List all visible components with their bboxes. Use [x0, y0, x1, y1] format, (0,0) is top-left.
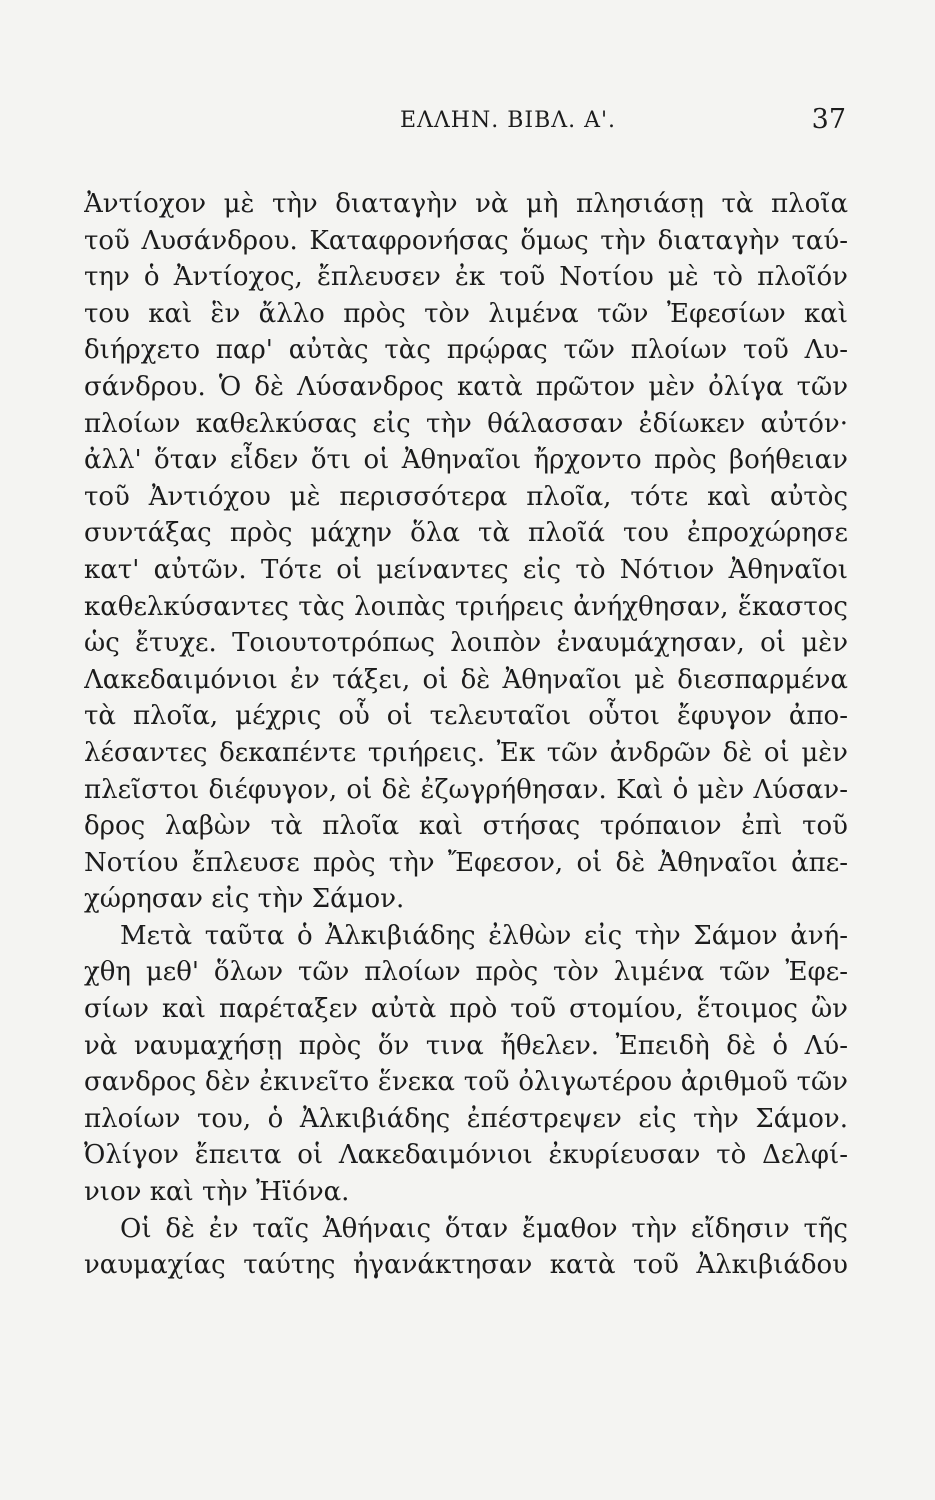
paragraph-start-line: Οἱ δὲ ἐν ταῖς Ἀθήναις ὅταν ἔμαθον τὴν εἴδησιν τῆς [120, 1213, 848, 1244]
text-line: σάνδρου. Ὁ δὲ Λύσανδρος κατὰ πρῶτον μὲν ὀλίγα τῶν [84, 371, 848, 402]
text-line: καθελκύσαντες τὰς λοιπὰς τριήρεις ἀνήχθησαν, ἕκαστος [84, 591, 848, 622]
text-line: πλοίων καθελκύσας εἰς τὴν θάλασσαν ἐδίωκεν αὐτόν· [84, 408, 848, 439]
text-line: χθη μεθ' ὅλων τῶν πλοίων πρὸς τὸν λιμένα τῶν Ἐφε- [84, 957, 848, 988]
text-line: τοῦ Ἀντιόχου μὲ περισσότερα πλοῖα, τότε καὶ αὐτὸς [84, 481, 848, 512]
text-line: διήρχετο παρ' αὐτὰς τὰς πρῴρας τῶν πλοίων τοῦ Λυ- [84, 335, 848, 366]
text-line: του καὶ ἓν ἄλλο πρὸς τὸν λιμένα τῶν Ἐφεσίων καὶ [84, 298, 848, 329]
text-line: ναυμαχίας ταύτης ἠγανάκτησαν κατὰ τοῦ Ἀλκιβιάδου [84, 1250, 848, 1281]
text-line: Λακεδαιμόνιοι ἐν τάξει, οἱ δὲ Ἀθηναῖοι μὲ διεσπαρμένα [84, 664, 848, 695]
text-line: πλοίων του, ὁ Ἀλκιβιάδης ἐπέστρεψεν εἰς τὴν Σάμον. [84, 1103, 848, 1134]
text-line: Ἀντίοχον μὲ τὴν διαταγὴν νὰ μὴ πλησιάσῃ τὰ πλοῖα [84, 189, 848, 219]
text-line: Ὀλίγον ἔπειτα οἱ Λακεδαιμόνιοι ἐκυρίευσαν τὸ Δελφί- [84, 1140, 848, 1171]
text-line: ἀλλ' ὅταν εἶδεν ὅτι οἱ Ἀθηναῖοι ἤρχοντο πρὸς βοήθειαν [84, 445, 848, 476]
page-header [170, 104, 846, 148]
paragraph-start-line: Μετὰ ταῦτα ὁ Ἀλκιβιάδης ἐλθὼν εἰς τὴν Σάμον ἀνή- [120, 920, 848, 951]
text-line: Νοτίου ἔπλευσε πρὸς τὴν Ἔφεσον, οἱ δὲ Ἀθηναῖοι ἀπε- [84, 847, 848, 878]
text-line: δρος λαβὼν τὰ πλοῖα καὶ στήσας τρόπαιον ἐπὶ τοῦ [84, 811, 848, 842]
text-line: πλεῖστοι διέφυγον, οἱ δὲ ἐζωγρήθησαν. Καὶ ὁ μὲν Λύσαν- [84, 774, 848, 805]
body-text [84, 186, 848, 1284]
running-head: ΕΛΛΗΝ. ΒΙΒΛ. Α'. [399, 108, 617, 133]
text-line: τὰ πλοῖα, μέχρις οὗ οἱ τελευταῖοι οὗτοι ἔφυγον ἀπο- [84, 701, 848, 732]
page-number: 37 [811, 104, 846, 135]
text-line: κατ' αὐτῶν. Τότε οἱ μείναντες εἰς τὸ Νότιον Ἀθηναῖοι [84, 554, 848, 585]
text-line: λέσαντες δεκαπέντε τριήρεις. Ἐκ τῶν ἀνδρῶν δὲ οἱ μὲν [84, 737, 848, 768]
text-line: την ὁ Ἀντίοχος, ἔπλευσεν ἐκ τοῦ Νοτίου μὲ τὸ πλοῖόν [84, 262, 848, 293]
paragraph-end-line: νιον καὶ τὴν Ἠϊόνα. [84, 1177, 350, 1208]
text-line: τοῦ Λυσάνδρου. Καταφρονήσας ὅμως τὴν διαταγὴν ταύ- [84, 225, 848, 256]
text-line: νὰ ναυμαχήσῃ πρὸς ὅν τινα ἤθελεν. Ἐπειδὴ δὲ ὁ Λύ- [84, 1030, 848, 1061]
text-line: σίων καὶ παρέταξεν αὐτὰ πρὸ τοῦ στομίου, ἕτοιμος ὢν [84, 994, 848, 1025]
text-line: σανδρος δὲν ἐκινεῖτο ἕνεκα τοῦ ὀλιγωτέρου ἀριθμοῦ τῶν [84, 1067, 848, 1098]
paragraph-end-line: χώρησαν εἰς τὴν Σάμον. [84, 884, 405, 915]
text-line: συντάξας πρὸς μάχην ὅλα τὰ πλοῖά του ἐπροχώρησε [84, 518, 848, 549]
text-line: ὡς ἔτυχε. Τοιουτοτρόπως λοιπὸν ἐναυμάχησαν, οἱ μὲν [84, 628, 848, 659]
